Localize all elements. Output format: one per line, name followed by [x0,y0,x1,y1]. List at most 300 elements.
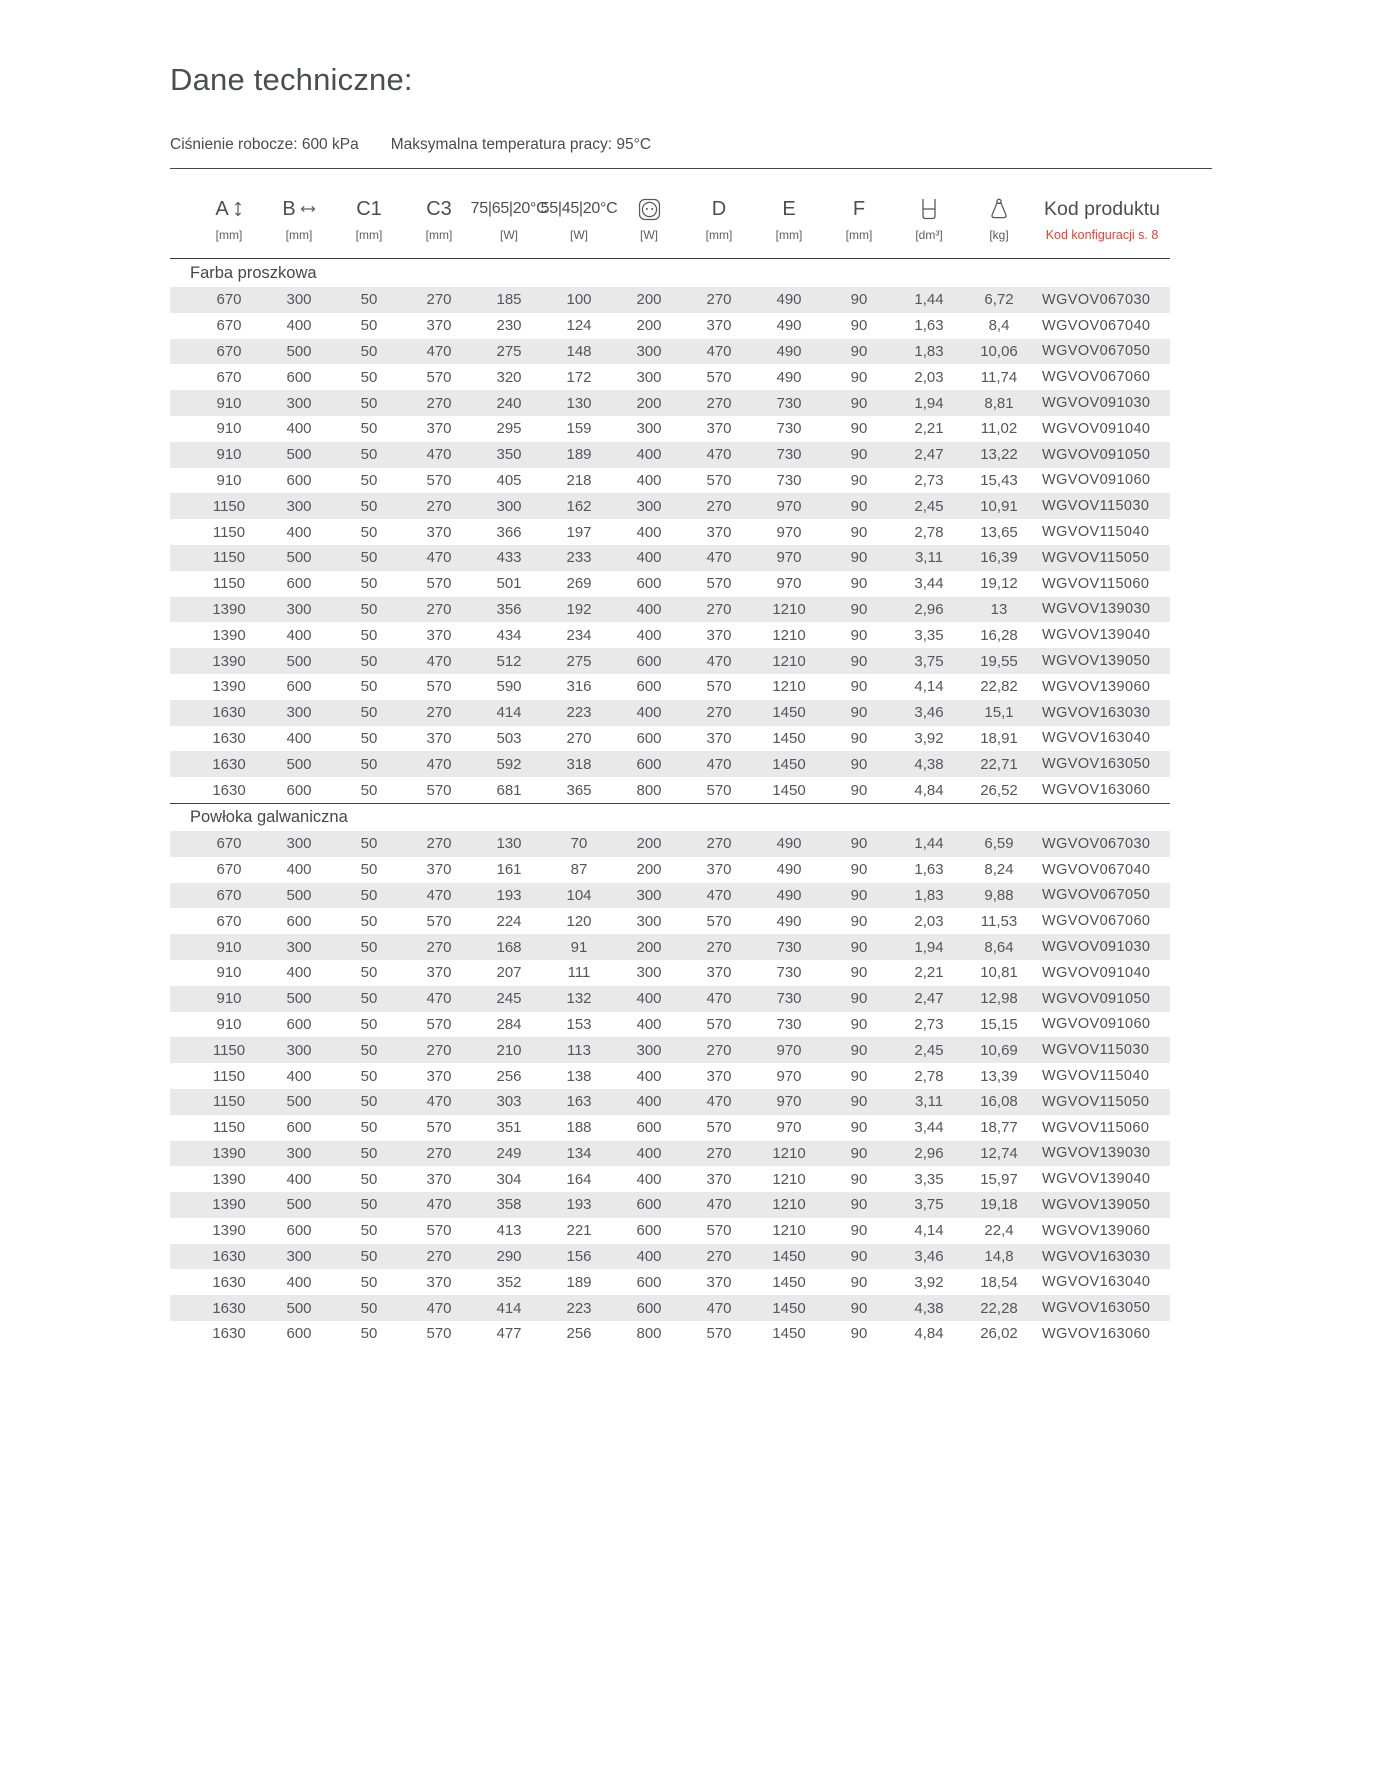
value-cell: 50 [360,523,378,541]
product-code-cell: WGVOV115030 [1042,498,1150,515]
value-cell: 470 [426,446,452,464]
value-cell: 370 [706,964,732,982]
value-cell: 2,78 [914,523,944,541]
value-cell: 800 [636,1325,662,1343]
value-cell: 400 [636,990,662,1008]
value-cell: 1630 [212,1325,246,1343]
value-cell: 2,03 [914,912,944,930]
value-cell: 164 [566,1170,592,1188]
value-cell: 490 [776,291,802,309]
value-cell: 4,14 [914,678,944,696]
value-cell: 189 [566,446,592,464]
table-row [170,468,1170,494]
value-cell: 500 [286,446,312,464]
value-cell: 800 [636,781,662,799]
value-cell: 200 [636,317,662,335]
value-cell: 570 [706,781,732,799]
value-cell: 400 [286,523,312,541]
value-cell: 670 [216,912,242,930]
value-cell: 275 [496,342,522,360]
value-cell: 9,88 [984,886,1014,904]
value-cell: 400 [636,549,662,567]
value-cell: 1210 [772,1144,806,1162]
table-row [170,726,1170,752]
value-cell: 300 [636,1041,662,1059]
value-cell: 3,46 [914,1248,944,1266]
table-row [170,597,1170,623]
value-cell: 153 [566,1015,592,1033]
value-cell: 3,35 [914,626,944,644]
value-cell: 300 [286,497,312,515]
value-cell: 87 [570,861,588,879]
leftright-arrow-icon [300,204,316,214]
value-cell: 50 [360,886,378,904]
water-volume-icon [921,198,937,220]
value-cell: 50 [360,781,378,799]
value-cell: 270 [706,394,732,412]
table-row [170,986,1170,1012]
value-cell: 6,72 [984,291,1014,309]
value-cell: 2,47 [914,446,944,464]
value-cell: 503 [496,729,522,747]
value-cell: 300 [286,1144,312,1162]
value-cell: 670 [216,368,242,386]
value-cell: 300 [286,1041,312,1059]
value-cell: 970 [776,1119,802,1137]
table-row [170,883,1170,909]
value-cell: 400 [286,729,312,747]
value-cell: 284 [496,1015,522,1033]
value-cell: 13,65 [980,523,1018,541]
value-cell: 910 [216,964,242,982]
value-cell: 70 [570,835,588,853]
value-cell: 370 [426,861,452,879]
value-cell: 18,54 [980,1273,1018,1291]
value-cell: 2,96 [914,600,944,618]
value-cell: 270 [426,497,452,515]
value-cell: 3,11 [914,549,944,567]
product-code-cell: WGVOV067050 [1042,343,1151,360]
value-cell: 90 [850,446,868,464]
section-header-row [170,803,1170,831]
value-cell: 200 [636,394,662,412]
value-cell: 1,94 [914,938,944,956]
value-cell: 50 [360,1196,378,1214]
value-cell: 434 [496,626,522,644]
value-cell: 300 [636,342,662,360]
value-cell: 90 [850,729,868,747]
value-cell: 570 [426,471,452,489]
value-cell: 221 [566,1222,592,1240]
value-cell: 249 [496,1144,522,1162]
value-cell: 3,92 [914,729,944,747]
table-row [170,751,1170,777]
value-cell: 15,97 [980,1170,1018,1188]
value-cell: 50 [360,990,378,1008]
value-cell: 50 [360,1093,378,1111]
table-row [170,622,1170,648]
value-cell: 3,75 [914,652,944,670]
value-cell: 172 [566,368,592,386]
value-cell: 1630 [212,781,246,799]
page-content [170,0,1212,1347]
value-cell: 230 [496,317,522,335]
value-cell: 3,75 [914,1196,944,1214]
value-cell: 1630 [212,729,246,747]
value-cell: 168 [496,938,522,956]
table-row [170,908,1170,934]
value-cell: 270 [706,938,732,956]
product-code-cell: WGVOV115060 [1042,575,1150,592]
value-cell: 50 [360,1325,378,1343]
value-cell: 6,59 [984,835,1014,853]
product-code-cell: WGVOV115040 [1042,524,1150,541]
value-cell: 570 [706,912,732,930]
value-cell: 113 [567,1041,591,1059]
value-cell: 270 [706,600,732,618]
table-row [170,700,1170,726]
value-cell: 470 [706,1299,732,1317]
value-cell: 50 [360,652,378,670]
value-cell: 90 [850,704,868,722]
value-cell: 90 [850,291,868,309]
value-cell: 1210 [772,1170,806,1188]
value-cell: 570 [426,1325,452,1343]
product-code-cell: WGVOV139060 [1042,678,1151,695]
value-cell: 13,22 [980,446,1018,464]
value-cell: 370 [706,1170,732,1188]
value-cell: 400 [636,1144,662,1162]
value-cell: 50 [360,912,378,930]
value-cell: 90 [850,964,868,982]
value-cell: 90 [850,342,868,360]
value-cell: 600 [636,1299,662,1317]
value-cell: 2,73 [914,471,944,489]
table-row [170,390,1170,416]
value-cell: 19,55 [980,652,1018,670]
value-cell: 90 [850,575,868,593]
value-cell: 592 [496,755,522,773]
value-cell: 470 [706,446,732,464]
value-cell: 570 [706,678,732,696]
value-cell: 11,74 [980,368,1018,386]
value-cell: 570 [426,1222,452,1240]
value-cell: 970 [776,575,802,593]
value-cell: 570 [426,368,452,386]
value-cell: 570 [426,912,452,930]
value-cell: 1390 [212,652,246,670]
value-cell: 370 [426,420,452,438]
value-cell: 304 [496,1170,522,1188]
product-code-cell: WGVOV163030 [1042,704,1151,721]
value-cell: 245 [496,990,522,1008]
table-row [170,545,1170,571]
product-code-cell: WGVOV163030 [1042,1248,1151,1265]
value-cell: 470 [426,549,452,567]
value-cell: 730 [776,446,802,464]
value-cell: 300 [636,368,662,386]
value-cell: 50 [360,291,378,309]
value-cell: 670 [216,317,242,335]
value-cell: 970 [776,1041,802,1059]
value-cell: 1630 [212,704,246,722]
value-cell: 12,98 [980,990,1018,1008]
value-cell: 90 [850,1196,868,1214]
updown-arrow-icon [233,201,243,217]
value-cell: 470 [426,342,452,360]
table-body [170,259,1170,1347]
spec-line [170,136,1212,154]
product-code-cell: WGVOV067040 [1042,317,1151,334]
value-cell: 4,38 [914,1299,944,1317]
table-row [170,1321,1170,1347]
value-cell: 400 [636,626,662,644]
value-cell: 470 [426,990,452,1008]
value-cell: 910 [216,938,242,956]
value-cell: 4,38 [914,755,944,773]
value-cell: 1630 [212,755,246,773]
value-cell: 124 [566,317,592,335]
value-cell: 295 [496,420,522,438]
value-cell: 600 [286,678,312,696]
value-cell: 104 [566,886,592,904]
product-code-cell: WGVOV115030 [1042,1042,1150,1059]
value-cell: 50 [360,1067,378,1085]
value-cell: 218 [566,471,592,489]
table-row [170,1269,1170,1295]
value-cell: 200 [636,861,662,879]
value-cell: 2,03 [914,368,944,386]
value-cell: 600 [636,729,662,747]
value-cell: 400 [636,1170,662,1188]
value-cell: 350 [496,446,522,464]
product-code-cell: WGVOV067030 [1042,835,1151,852]
value-cell: 1,94 [914,394,944,412]
page-title: Dane techniczne: [170,62,413,97]
value-cell: 200 [636,835,662,853]
value-cell: 400 [286,1067,312,1085]
value-cell: 500 [286,652,312,670]
value-cell: 270 [706,704,732,722]
table-row [170,1037,1170,1063]
value-cell: 370 [426,1170,452,1188]
value-cell: 1,83 [914,886,944,904]
value-cell: 730 [776,420,802,438]
value-cell: 1,44 [914,835,944,853]
value-cell: 470 [426,886,452,904]
value-cell: 156 [566,1248,592,1266]
value-cell: 1390 [212,1144,246,1162]
value-cell: 50 [360,835,378,853]
value-cell: 300 [286,291,312,309]
value-cell: 3,44 [914,575,944,593]
value-cell: 570 [426,1119,452,1137]
value-cell: 600 [286,1222,312,1240]
value-cell: 400 [286,420,312,438]
table-row [170,1063,1170,1089]
value-cell: 500 [286,1093,312,1111]
product-code-cell: WGVOV067050 [1042,887,1151,904]
value-cell: 18,77 [980,1119,1018,1137]
value-cell: 91 [570,938,588,956]
value-cell: 90 [850,394,868,412]
table-row [170,1244,1170,1270]
value-cell: 240 [496,394,522,412]
value-cell: 161 [496,861,522,879]
section-header-row [170,259,1170,287]
value-cell: 910 [216,420,242,438]
value-cell: 50 [360,600,378,618]
value-cell: 4,14 [914,1222,944,1240]
max-temperature-text: Maksymalna temperatura pracy: 95°C [390,136,652,153]
value-cell: 500 [286,990,312,1008]
value-cell: 1630 [212,1248,246,1266]
value-cell: 318 [566,755,592,773]
value-cell: 300 [286,1248,312,1266]
value-cell: 600 [636,1196,662,1214]
value-cell: 730 [776,394,802,412]
value-cell: 316 [566,678,592,696]
value-cell: 366 [496,523,522,541]
value-cell: 270 [426,1041,452,1059]
value-cell: 90 [850,938,868,956]
value-cell: 10,91 [980,497,1018,515]
value-cell: 185 [496,291,522,309]
value-cell: 500 [286,755,312,773]
value-cell: 1150 [212,497,246,515]
value-cell: 1390 [212,1170,246,1188]
value-cell: 970 [776,1093,802,1111]
value-cell: 26,52 [980,781,1018,799]
value-cell: 490 [776,342,802,360]
value-cell: 470 [706,886,732,904]
value-cell: 670 [216,886,242,904]
value-cell: 600 [286,471,312,489]
value-cell: 600 [286,575,312,593]
product-code-cell: WGVOV091060 [1042,1016,1151,1033]
value-cell: 207 [496,964,522,982]
value-cell: 470 [706,549,732,567]
value-cell: 2,73 [914,1015,944,1033]
value-cell: 1150 [212,575,246,593]
value-cell: 2,45 [914,497,944,515]
value-cell: 90 [850,886,868,904]
value-cell: 1150 [212,1093,246,1111]
product-code-cell: WGVOV091030 [1042,939,1151,956]
value-cell: 2,21 [914,964,944,982]
col-label-b: B [282,197,296,220]
value-cell: 600 [636,1273,662,1291]
value-cell: 1,44 [914,291,944,309]
value-cell: 10,06 [980,342,1018,360]
value-cell: 90 [850,1273,868,1291]
value-cell: 1,63 [914,317,944,335]
value-cell: 490 [776,368,802,386]
value-cell: 910 [216,394,242,412]
product-code-cell: WGVOV139060 [1042,1222,1151,1239]
value-cell: 500 [286,342,312,360]
table-row [170,416,1170,442]
value-cell: 1,63 [914,861,944,879]
col-header-electric-power: [W] [614,193,684,244]
value-cell: 3,92 [914,1273,944,1291]
col-header-water-volume: [dm³] [894,193,964,244]
value-cell: 8,64 [984,938,1014,956]
value-cell: 90 [850,1144,868,1162]
value-cell: 681 [496,781,522,799]
value-cell: 570 [706,1015,732,1033]
table-row [170,960,1170,986]
value-cell: 200 [636,938,662,956]
value-cell: 11,53 [980,912,1018,930]
product-code-cell: WGVOV163060 [1042,782,1151,799]
value-cell: 400 [636,1093,662,1111]
table-row [170,1295,1170,1321]
value-cell: 370 [706,523,732,541]
value-cell: 414 [496,704,522,722]
value-cell: 300 [636,886,662,904]
value-cell: 270 [706,291,732,309]
value-cell: 90 [850,497,868,515]
value-cell: 15,1 [984,704,1014,722]
product-code-cell: WGVOV139030 [1042,1145,1151,1162]
value-cell: 50 [360,1299,378,1317]
value-cell: 730 [776,471,802,489]
value-cell: 256 [496,1067,522,1085]
value-cell: 50 [360,755,378,773]
value-cell: 433 [496,549,522,567]
value-cell: 1390 [212,1222,246,1240]
value-cell: 50 [360,1248,378,1266]
value-cell: 100 [566,291,592,309]
table-row [170,339,1170,365]
value-cell: 400 [286,626,312,644]
value-cell: 320 [496,368,522,386]
col-header-product-code [1034,193,1170,244]
value-cell: 11,02 [980,420,1018,438]
value-cell: 400 [286,1170,312,1188]
value-cell: 470 [706,342,732,360]
product-code-cell: WGVOV115050 [1042,1093,1150,1110]
value-cell: 1150 [212,523,246,541]
value-cell: 50 [360,861,378,879]
value-cell: 600 [636,575,662,593]
value-cell: 370 [426,523,452,541]
value-cell: 50 [360,938,378,956]
value-cell: 270 [426,394,452,412]
value-cell: 50 [360,1273,378,1291]
product-code-cell: WGVOV163050 [1042,1300,1151,1317]
value-cell: 570 [426,575,452,593]
value-cell: 223 [566,1299,592,1317]
value-cell: 8,81 [984,394,1014,412]
value-cell: 50 [360,1222,378,1240]
value-cell: 600 [636,678,662,696]
value-cell: 19,12 [980,575,1018,593]
value-cell: 189 [566,1273,592,1291]
value-cell: 730 [776,990,802,1008]
value-cell: 300 [636,420,662,438]
table-row [170,287,1170,313]
value-cell: 600 [286,1015,312,1033]
value-cell: 163 [566,1093,592,1111]
value-cell: 90 [850,600,868,618]
value-cell: 90 [850,912,868,930]
value-cell: 159 [566,420,592,438]
col-header-e: E [mm] [775,197,803,242]
value-cell: 90 [850,678,868,696]
product-code-cell: WGVOV091040 [1042,964,1151,981]
